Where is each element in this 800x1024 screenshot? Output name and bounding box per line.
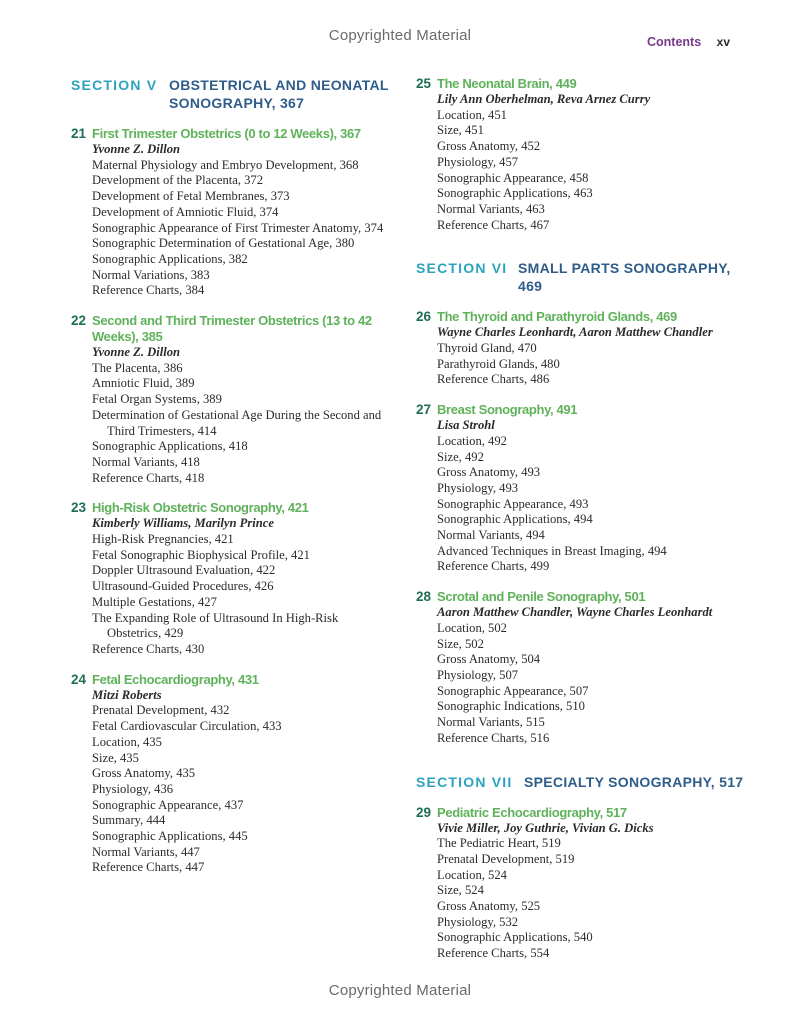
topic-item: Physiology, 507 (437, 667, 519, 682)
chapter-entry (416, 402, 746, 575)
topic-item: Summary, 444 (92, 813, 166, 828)
topic-list (437, 108, 746, 234)
chapter-number: 21 (71, 126, 87, 141)
topic-item: Sonographic Applications, 540 (437, 930, 593, 945)
chapter-body (437, 418, 746, 575)
topic-item: Location, 451 (437, 107, 507, 122)
topic-list (92, 158, 391, 299)
topic-item: Reference Charts, 384 (92, 283, 205, 298)
topic-item: Size, 451 (437, 123, 484, 138)
topic-item: Normal Variations, 383 (92, 267, 210, 282)
topic-item: Size, 492 (437, 449, 484, 464)
topic-item: Sonographic Appearance, 437 (92, 797, 244, 812)
section-heading (416, 259, 746, 295)
chapter-authors: Yvonne Z. Dillon (92, 345, 181, 360)
chapter-authors: Aaron Matthew Chandler, Wayne Charles Leonhardt (437, 605, 713, 620)
chapter-body (437, 325, 746, 388)
chapter-heading (416, 589, 746, 605)
topic-item: Reference Charts, 467 (437, 217, 550, 232)
chapter-heading (416, 309, 746, 325)
chapter-list (416, 76, 746, 233)
topic-item: Sonographic Determination of Gestational Age, 380 (92, 236, 355, 251)
topic-item: Location, 524 (437, 867, 507, 882)
chapter-entry (71, 126, 391, 299)
chapter-number: 24 (71, 671, 87, 687)
section-title[interactable]: OBSTETRICAL AND NEONATAL SONOGRAPHY, 367 (169, 77, 389, 111)
chapter-entry (416, 76, 746, 233)
topic-item: Reference Charts, 486 (437, 372, 550, 387)
topic-item: The Placenta, 386 (92, 360, 183, 375)
topic-item: Reference Charts, 516 (437, 730, 550, 745)
topic-item: Advanced Techniques in Breast Imaging, 494 (437, 543, 667, 558)
chapter-number: 23 (71, 500, 87, 516)
topic-item: Fetal Cardiovascular Circulation, 433 (92, 719, 282, 734)
topic-item: Reference Charts, 499 (437, 559, 550, 574)
chapter-body (437, 821, 746, 962)
topic-item: Normal Variants, 494 (437, 528, 545, 543)
topic-item: Location, 502 (437, 620, 507, 635)
section-heading (71, 76, 391, 112)
topic-item: Development of Amniotic Fluid, 374 (92, 204, 279, 219)
chapter-number: 28 (416, 589, 432, 605)
chapter-entry (71, 313, 391, 486)
topic-item: Sonographic Indications, 510 (437, 699, 585, 714)
right-column (416, 76, 746, 962)
topic-item: Reference Charts, 554 (437, 946, 550, 961)
topic-item: Fetal Sonographic Biophysical Profile, 421 (92, 547, 310, 562)
topic-item: Sonographic Applications, 494 (437, 512, 593, 527)
topic-item: Parathyroid Glands, 480 (437, 356, 560, 371)
chapter-list (416, 309, 746, 746)
chapter-authors: Wayne Charles Leonhardt, Aaron Matthew Chandler (437, 325, 713, 340)
topic-item: Normal Variants, 463 (437, 201, 545, 216)
topic-item: Development of the Placenta, 372 (92, 173, 264, 188)
topic-list (437, 621, 746, 747)
left-column (71, 76, 391, 876)
topic-item: The Expanding Role of Ultrasound In High-Risk Obstetrics, 429 (92, 610, 339, 641)
topic-item: Size, 524 (437, 883, 484, 898)
section-title[interactable]: SMALL PARTS SONOGRAPHY, 469 (518, 260, 731, 295)
chapter-heading (416, 76, 746, 92)
topic-item: High-Risk Pregnancies, 421 (92, 532, 234, 547)
chapter-body (92, 142, 391, 299)
topic-item: Reference Charts, 447 (92, 860, 205, 875)
chapter-authors: Lisa Strohl (437, 418, 495, 433)
topic-list (437, 341, 746, 388)
topic-item: Normal Variants, 515 (437, 715, 545, 730)
topic-item: Sonographic Appearance, 493 (437, 496, 589, 511)
chapter-heading (71, 126, 391, 142)
topic-item: Doppler Ultrasound Evaluation, 422 (92, 563, 276, 578)
chapter-number: 25 (416, 76, 432, 91)
chapter-body (92, 688, 391, 876)
topic-item: Fetal Organ Systems, 389 (92, 392, 222, 407)
chapter-title-link[interactable]: Pediatric Echocardiography, 517 (437, 804, 627, 820)
section-number: SECTION VI (416, 260, 508, 277)
topic-item: The Pediatric Heart, 519 (437, 836, 561, 851)
chapter-authors: Vivie Miller, Joy Guthrie, Vivian G. Dicks (437, 820, 654, 835)
chapter-number: 27 (416, 402, 432, 418)
section-title[interactable]: SPECIALTY SONOGRAPHY, 517 (524, 773, 744, 790)
topic-item: Prenatal Development, 432 (92, 703, 230, 718)
topic-item: Normal Variants, 447 (92, 844, 200, 859)
topic-item: Determination of Gestational Age During the Second and Third Trimesters, 414 (92, 407, 382, 438)
chapter-list (71, 126, 391, 876)
section-heading (416, 773, 746, 791)
chapter-title-link[interactable]: First Trimester Obstetrics (0 to 12 Weeks), 367 (92, 126, 361, 141)
chapter-number: 22 (71, 313, 87, 329)
chapter-authors: Lily Ann Oberhelman, Reva Arnez Curry (437, 92, 651, 106)
topic-item: Sonographic Appearance, 458 (437, 170, 589, 185)
topic-list (437, 434, 746, 575)
chapter-entry (71, 500, 391, 657)
topic-item: Sonographic Applications, 445 (92, 829, 248, 844)
chapter-title-link[interactable]: Scrotal and Penile Sonography, 501 (437, 589, 646, 605)
chapter-title-link[interactable]: Breast Sonography, 491 (437, 402, 578, 418)
topic-item: Sonographic Appearance of First Trimester Anatomy, 374 (92, 220, 384, 235)
topic-list (92, 532, 391, 658)
running-head-label: Contents (646, 35, 702, 49)
topic-item: Physiology, 493 (437, 480, 519, 495)
chapter-title-link[interactable]: Second and Third Trimester Obstetrics (13 to 42 Weeks), 385 (92, 313, 372, 345)
topic-item: Physiology, 436 (92, 781, 174, 796)
chapter-body (437, 605, 746, 746)
topic-item: Ultrasound-Guided Procedures, 426 (92, 579, 274, 594)
topic-item: Sonographic Applications, 463 (437, 186, 593, 201)
chapter-body (92, 516, 391, 657)
chapter-list (416, 805, 746, 962)
topic-item: Reference Charts, 418 (92, 470, 205, 485)
topic-item: Gross Anatomy, 452 (437, 139, 541, 154)
topic-item: Reference Charts, 430 (92, 641, 205, 656)
running-head (647, 35, 730, 49)
chapter-number: 26 (416, 309, 432, 325)
topic-item: Gross Anatomy, 504 (437, 652, 541, 667)
copyright-watermark-top: Copyrighted Material (328, 27, 472, 44)
topic-item: Sonographic Appearance, 507 (437, 683, 589, 698)
chapter-heading (71, 500, 391, 516)
chapter-entry (71, 672, 391, 876)
chapter-heading (416, 402, 746, 418)
chapter-title-link[interactable]: The Neonatal Brain, 449 (437, 76, 577, 91)
section-number: SECTION VII (416, 773, 513, 790)
chapter-body (437, 92, 746, 233)
topic-item: Gross Anatomy, 493 (437, 465, 541, 480)
chapter-entry (416, 309, 746, 388)
topic-item: Maternal Physiology and Embryo Development, 368 (92, 157, 359, 172)
topic-item: Gross Anatomy, 435 (92, 766, 196, 781)
chapter-title-link[interactable]: The Thyroid and Parathyroid Glands, 469 (437, 309, 677, 325)
section-number: SECTION V (71, 77, 158, 93)
topic-list (437, 836, 746, 962)
copyright-watermark-bottom: Copyrighted Material (328, 982, 472, 999)
topic-item: Normal Variants, 418 (92, 454, 200, 469)
chapter-title-link[interactable]: Fetal Echocardiography, 431 (92, 671, 259, 687)
chapter-heading (71, 672, 391, 688)
topic-item: Location, 435 (92, 734, 162, 749)
topic-item: Amniotic Fluid, 389 (92, 376, 195, 391)
topic-item: Location, 492 (437, 433, 507, 448)
chapter-number: 29 (416, 804, 432, 820)
chapter-authors: Mitzi Roberts (92, 687, 162, 702)
chapter-authors: Yvonne Z. Dillon (92, 142, 181, 156)
topic-item: Thyroid Gland, 470 (437, 341, 537, 356)
topic-item: Gross Anatomy, 525 (437, 899, 541, 914)
chapter-entry (416, 589, 746, 746)
chapter-title-link[interactable]: High-Risk Obstetric Sonography, 421 (92, 500, 309, 516)
chapter-body (92, 345, 391, 486)
chapter-heading (71, 313, 391, 345)
topic-list (92, 703, 391, 876)
chapter-heading (416, 805, 746, 821)
topic-item: Sonographic Applications, 418 (92, 439, 248, 454)
topic-item: Size, 502 (437, 636, 484, 651)
topic-item: Physiology, 457 (437, 154, 519, 169)
topic-item: Prenatal Development, 519 (437, 851, 575, 866)
topic-item: Physiology, 532 (437, 914, 519, 929)
chapter-authors: Kimberly Williams, Marilyn Prince (92, 516, 274, 531)
topic-list (92, 361, 391, 487)
page-number: xv (716, 35, 730, 49)
topic-item: Multiple Gestations, 427 (92, 594, 217, 609)
topic-item: Development of Fetal Membranes, 373 (92, 189, 290, 204)
chapter-entry (416, 805, 746, 962)
topic-item: Sonographic Applications, 382 (92, 251, 248, 266)
topic-item: Size, 435 (92, 750, 139, 765)
